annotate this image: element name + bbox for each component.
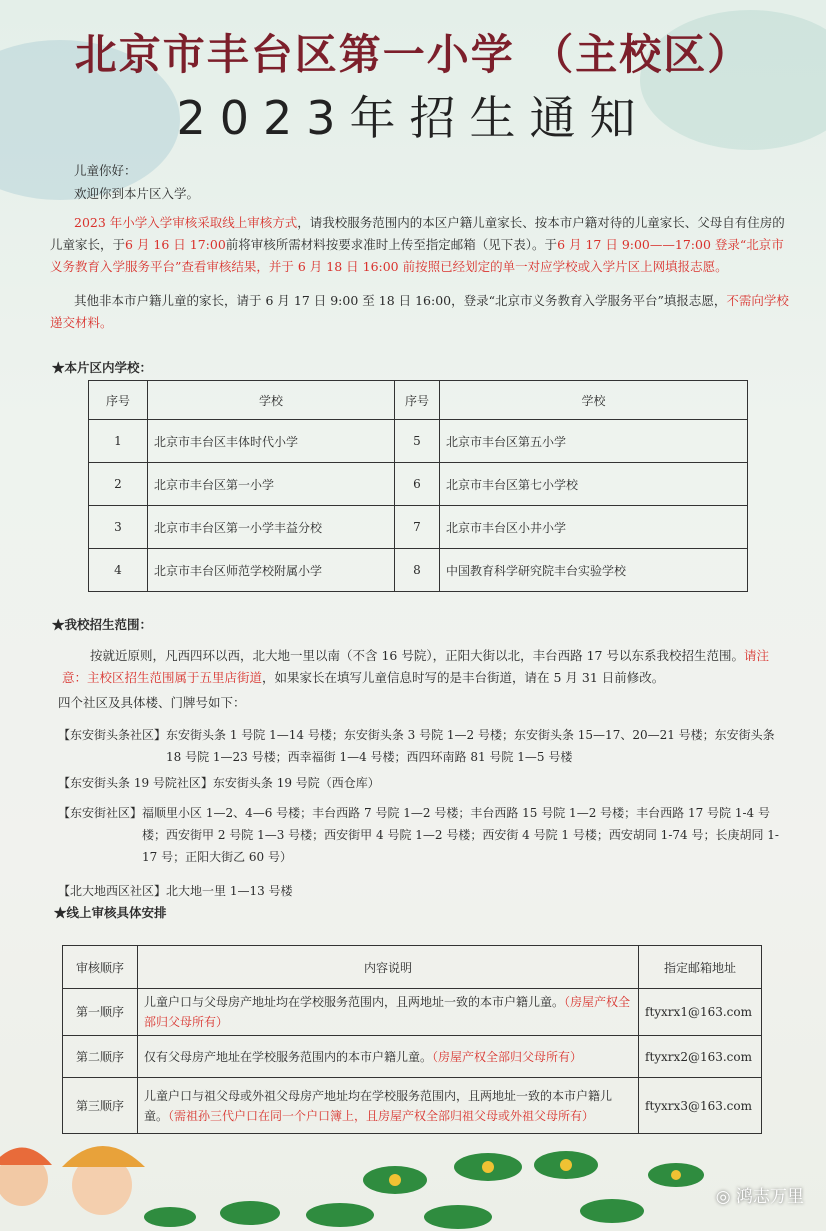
watermark	[716, 1182, 804, 1207]
table-row	[63, 989, 762, 1036]
table-row	[89, 420, 748, 463]
range-p-b: ，如果家长在填写儿童信息时写的是丰台街道，请在 5 月 31 日前修改。	[262, 670, 665, 685]
order-cell: 第一顺序	[63, 989, 138, 1036]
online-heading: ★线上审核具体安排	[54, 905, 167, 920]
greeting: 儿童你好：	[74, 163, 137, 178]
community-text: 东安街头条 19 号院（西仓库）	[212, 776, 380, 790]
email-cell: ftyxrx2@163.com	[639, 1036, 762, 1078]
content-cell	[138, 1036, 639, 1078]
schools-table	[88, 380, 748, 592]
school-no: 4	[89, 549, 148, 592]
school-title: 北京市丰台区第一小学 （主校区）	[74, 30, 752, 79]
community-text: 北大地一里 1—13 号楼	[166, 884, 293, 898]
header-school-2: 学校	[440, 381, 748, 420]
table-row	[63, 1036, 762, 1078]
order-cell: 第三顺序	[63, 1078, 138, 1134]
school-no: 1	[89, 420, 148, 463]
email-cell: ftyxrx1@163.com	[639, 989, 762, 1036]
community-3	[58, 802, 784, 868]
online-table-header	[63, 946, 762, 989]
deadline-text: 6 月 16 日 17:00	[125, 237, 226, 252]
schools-heading: ★本片区内学校：	[52, 360, 153, 375]
intro-p2-a: 其他非本市户籍儿童的家长，请于 6 月 17 日 9:00 至 18 日 16:00，登录“北京市义务教育入学服务平台”填报志愿，	[74, 293, 727, 308]
school-name: 中国教育科学研究院丰台实验学校	[440, 549, 748, 592]
intro-paragraph-2	[50, 290, 790, 334]
notice-title: 2023年招生通知	[176, 91, 650, 145]
community-1	[58, 724, 778, 768]
content-text: 儿童户口与祖父母或外祖父母房产地址均在学校服务范围内，且两地址一致的本市户籍儿童。	[144, 1088, 613, 1123]
range-p-a: 按就近原则，凡西四环以西，北大地一里以南（不含 16 号院），正阳大街以北，丰台西路 17 号以东系我校招生范围。	[90, 648, 744, 663]
wechat-icon: ◎	[715, 1187, 736, 1207]
header-school-1: 学校	[148, 381, 395, 420]
table-row	[89, 463, 748, 506]
range-notice: 请注意：主校区招生范围属于五里店街道	[62, 648, 769, 685]
welcome-text: 欢迎你到本片区入学。	[74, 186, 200, 201]
content-note: （房屋产权全部归父母所有）	[432, 1049, 583, 1064]
header-email: 指定邮箱地址	[639, 946, 762, 989]
intro-p1-a: ，请我校服务范围内的本区户籍儿童家长、按本市户籍对待的儿童家长、父母自有住房的儿童家长，于	[50, 215, 785, 252]
community-name: 【北大地西区社区】	[58, 884, 167, 898]
school-no: 7	[395, 506, 440, 549]
intro-paragraph-1	[50, 212, 790, 278]
content-cell	[138, 989, 639, 1036]
header-no-2: 序号	[395, 381, 440, 420]
child-hat-icon	[62, 1146, 145, 1167]
community-text: 东安街头条 1 号院 1—14 号楼；东安街头条 3 号院 1—2 号楼；东安街头条 15—17、20—21 号楼；东安街头条 18 号院 1—23 号楼；西幸福街 1—4 号楼；西四环南路 81 号院 1—5 号楼	[166, 728, 775, 764]
school-no: 2	[89, 463, 148, 506]
community-4	[58, 880, 778, 902]
header-content: 内容说明	[138, 946, 639, 989]
content-note: （需祖孙三代户口在同一个户口簿上，且房屋产权全部归祖父母或外祖父母所有）	[168, 1108, 595, 1123]
school-name: 北京市丰台区第一小学	[148, 463, 395, 506]
order-cell: 第二顺序	[63, 1036, 138, 1078]
online-review-text: 2023 年小学入学审核采取线上审核方式	[74, 215, 298, 230]
school-name: 北京市丰台区第一小学丰益分校	[148, 506, 395, 549]
community-text: 福顺里小区 1—2、4—6 号楼；丰台西路 7 号院 1—2 号楼；丰台西路 15 号院 1—2 号楼；丰台西路 17 号院 1-4 号楼；西安街甲 2 号院 1—3 号楼；西安街甲 4 号院 1—2 号楼；西安街 4 号院 1 号楼；西安胡同 1-74 号；长庚胡同 1-17 号；正阳大街乙 60 号）	[142, 806, 779, 864]
school-name: 北京市丰台区第五小学	[440, 420, 748, 463]
community-name: 【东安街社区】	[58, 806, 143, 820]
school-name: 北京市丰台区第七小学校	[440, 463, 748, 506]
school-name: 北京市丰台区师范学校附属小学	[148, 549, 395, 592]
content-note: （房屋产权全部归父母所有）	[144, 995, 631, 1029]
no-material-text: 不需向学校递交材料。	[50, 293, 789, 330]
school-no: 6	[395, 463, 440, 506]
header-order: 审核顺序	[63, 946, 138, 989]
community-name: 【东安街头条社区】	[58, 728, 167, 742]
child-hat-icon	[0, 1148, 52, 1166]
header-no-1: 序号	[89, 381, 148, 420]
school-name: 北京市丰台区小井小学	[440, 506, 748, 549]
result-text: 6 月 17 日 9:00——17:00 登录“北京市义务教育入学服务平台”查看审核结果，并于 6 月 18 日 16:00 前按照已经划定的单一对应学校或入学片区上网填报志愿。	[50, 237, 784, 274]
school-no: 3	[89, 506, 148, 549]
school-no: 5	[395, 420, 440, 463]
online-review-table	[62, 945, 762, 1134]
intro-p1-b: 前将审核所需材料按要求准时上传至指定邮箱（见下表）。于	[225, 237, 558, 252]
content-text: 仅有父母房产地址在学校服务范围内的本市户籍儿童。	[144, 1049, 433, 1064]
email-cell: ftyxrx3@163.com	[639, 1078, 762, 1134]
plants-icon	[144, 1151, 704, 1229]
communities-intro: 四个社区及具体楼、门牌号如下：	[58, 695, 246, 710]
school-name: 北京市丰台区丰体时代小学	[148, 420, 395, 463]
table-row	[89, 549, 748, 592]
community-name: 【东安街头条 19 号院社区】	[58, 776, 213, 790]
school-no: 8	[395, 549, 440, 592]
range-paragraph	[62, 645, 782, 689]
watermark-text: 鸿志万里	[736, 1187, 804, 1207]
community-2	[58, 772, 778, 794]
range-heading: ★我校招生范围：	[52, 617, 153, 632]
table-row	[89, 506, 748, 549]
footer-illustration	[0, 1125, 826, 1231]
schools-table-header	[89, 381, 748, 420]
content-text: 儿童户口与父母房产地址均在学校服务范围内，且两地址一致的本市户籍儿童。	[144, 995, 565, 1009]
